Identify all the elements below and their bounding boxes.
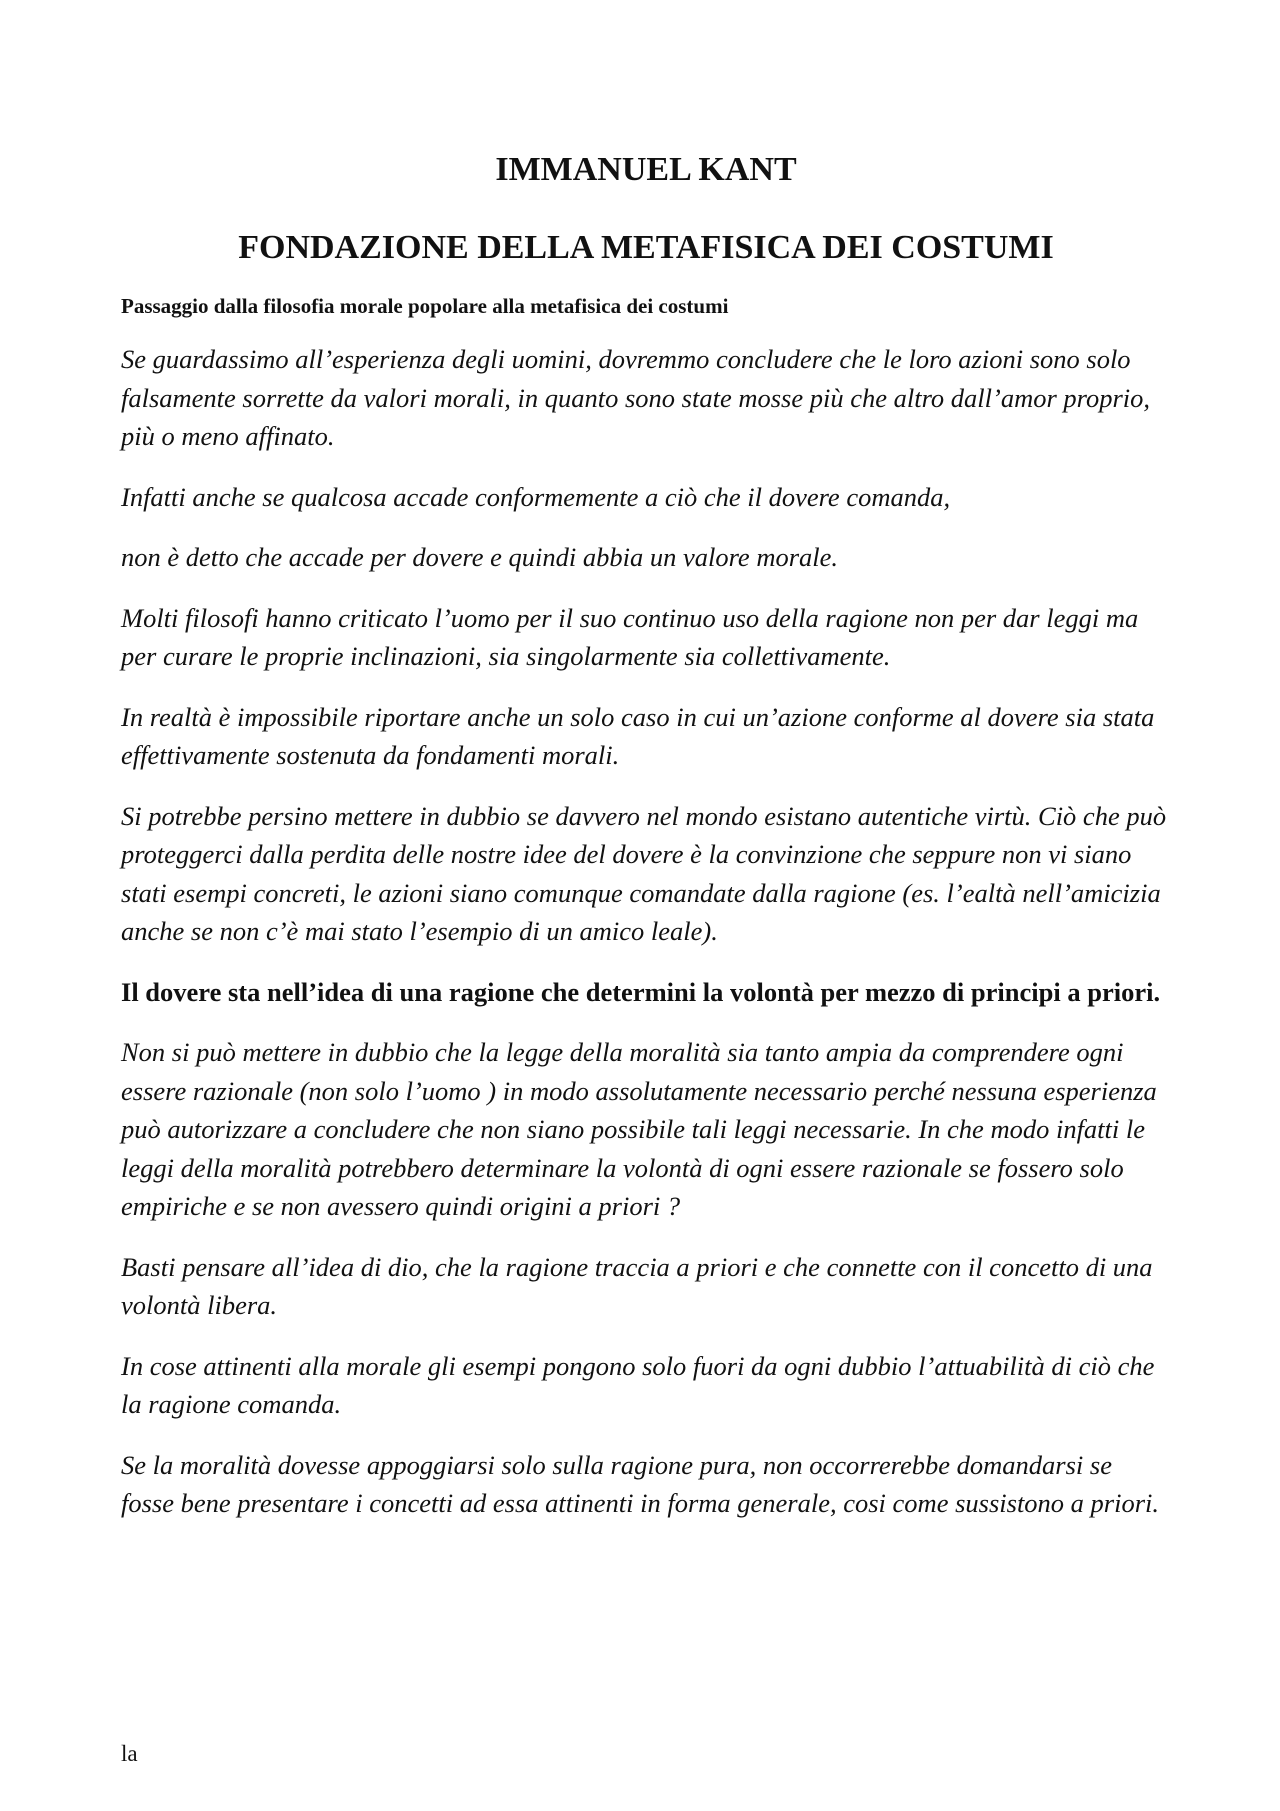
work-title: FONDAZIONE DELLA METAFISICA DEI COSTUMI xyxy=(238,229,1054,266)
document-body xyxy=(121,150,1171,1545)
paragraph: In cose attinenti alla morale gli esempi pongono solo fuori da ogni dubbio l’attuabilità di ciò che la ragione comanda. xyxy=(121,1350,1155,1419)
paragraph: Molti filosofi hanno criticato l’uomo per il suo continuo uso della ragione non per dar leggi ma per curare le proprie inclinazioni, sia singolarmente sia collettivamente. xyxy=(121,602,1139,671)
section-title: Passaggio dalla filosofia morale popolare alla metafisica dei costumi xyxy=(121,294,729,318)
paragraph: Basti pensare all’idea di dio, che la ragione traccia a priori e che connette con il concetto di una volontà libera. xyxy=(121,1251,1153,1320)
page-footer-fragment: la xyxy=(121,1741,138,1766)
author-title: IMMANUEL KANT xyxy=(495,151,797,188)
paragraph: Non si può mettere in dubbio che la legge della moralità sia tanto ampia da comprendere ogni essere razionale (non solo l’uomo ) in modo assolutamente necessario perché nessuna esperienza può autorizzare a concludere che non siano possibile tali leggi necessarie. In che modo infatti le leggi della moralità potrebbero determinare la volontà di ogni essere razionale se fossero solo empiriche e se non avessero quindi origini a priori ? xyxy=(121,1037,1157,1221)
paragraph: Se guardassimo all’esperienza degli uomini, dovremmo concludere che le loro azioni sono solo falsamente sorrette da valori morali, in quanto sono state mosse più che altro dall’amor proprio, più o meno affinato. xyxy=(121,344,1151,451)
paragraph: In realtà è impossibile riportare anche un solo caso in cui un’azione conforme al dovere sia stata effettivamente sostenuta da fondamenti morali. xyxy=(121,701,1155,770)
paragraph: non è detto che accade per dovere e quindi abbia un valore morale. xyxy=(121,542,839,572)
paragraph: Se la moralità dovesse appoggiarsi solo sulla ragione pura, non occorrerebbe domandarsi se fosse bene presentare i concetti ad essa attinenti in forma generale, cosi come sussistono a priori. xyxy=(121,1449,1160,1518)
section-heading: Il dovere sta nell’idea di una ragione che determini la volontà per mezzo di principi a priori. xyxy=(121,976,1161,1007)
paragraph: Infatti anche se qualcosa accade conformemente a ciò che il dovere comanda, xyxy=(121,481,951,512)
paragraph: Si potrebbe persino mettere in dubbio se davvero nel mondo esistano autentiche virtù. Ciò che può proteggerci dalla perdita delle nostre idee del dovere è la convinzione che seppure non vi siano stati esempi concreti, le azioni siano comunque comandate dalla ragione (es. l’ealtà nell’amicizia anche se non c’è mai stato l’esempio di un amico leale). xyxy=(121,800,1167,946)
